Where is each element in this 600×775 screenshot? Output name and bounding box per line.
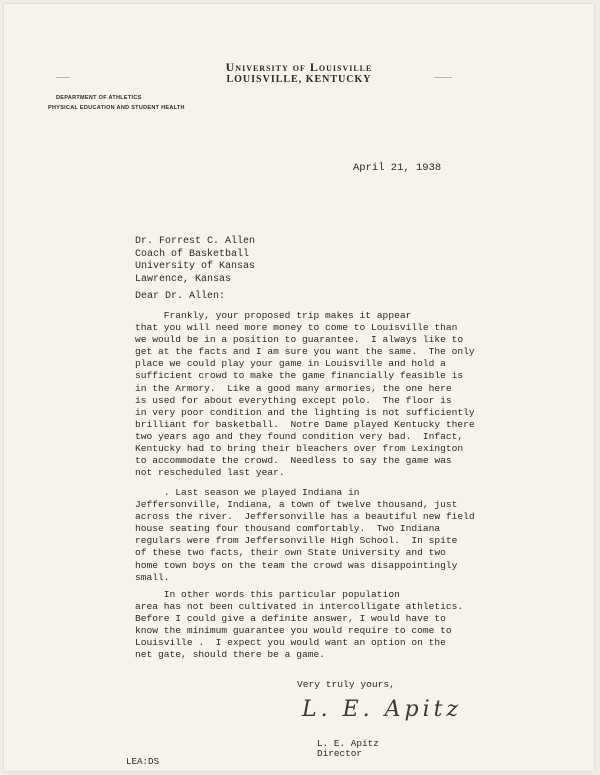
body-line: sufficient crowd to make the game financially feasible is	[135, 370, 464, 382]
body-line: brilliant for basketball. Notre Dame played Kentucky there	[135, 418, 475, 430]
body-line: not rescheduled last year.	[135, 467, 285, 479]
recipient-line: University of Kansas	[135, 261, 256, 272]
body-line: . Last season we played Indiana in	[135, 487, 360, 498]
body-line: area has not been cultivated in intercolligate athletics.	[135, 601, 464, 613]
salutation: Dear Dr. Allen:	[135, 291, 226, 302]
body-line: Jeffersonville, Indiana, a town of twelve thousand, just	[135, 499, 458, 511]
body-line: know the minimum guarantee you would require to come to	[135, 625, 452, 637]
body-line: place we could play your game in Louisville and hold a	[135, 358, 446, 370]
recipient-line: Dr. Forrest C. Allen	[135, 236, 256, 247]
letter-date: April 21, 1938	[353, 162, 442, 174]
body-line: Louisville . I expect you would want an option on the	[135, 637, 446, 649]
letterhead-city: LOUISVILLE, KENTUCKY	[226, 74, 372, 85]
recipient-line: Coach of Basketball	[135, 248, 250, 260]
body-line: In other words this particular population	[135, 589, 400, 600]
body-line: Kentucky had to bring their bleachers over from Lexington	[135, 443, 464, 455]
signer-title: Director	[317, 748, 363, 759]
handwritten-signature: L. E. Apitz	[302, 697, 463, 722]
department-line-1: DEPARTMENT OF ATHLETICS	[56, 95, 142, 101]
paper-mark	[56, 77, 70, 78]
signer-name: L. E. Apitz	[317, 738, 379, 749]
body-line: small.	[135, 571, 170, 583]
closing: Very truly yours,	[297, 679, 395, 690]
recipient-address	[135, 236, 255, 286]
reference-initials: LEA:DS	[126, 756, 160, 767]
department-line-2: PHYSICAL EDUCATION AND STUDENT HEALTH	[48, 105, 185, 111]
body-line: in very poor condition and the lighting is not sufficiently	[135, 406, 475, 418]
paper-mark	[434, 77, 452, 78]
body-line: net gate, should there be a game.	[135, 649, 325, 661]
recipient-line: Lawrence, Kansas	[135, 273, 232, 285]
body-line: across the river. Jeffersonville has a beautiful new field	[135, 511, 475, 523]
body-line: home town boys on the team the crowd was disappointingly	[135, 559, 458, 571]
body-line: two years ago and they found condition very bad. Infact,	[135, 430, 464, 442]
body-line: get at the facts and I am sure you want the same. The only	[135, 346, 475, 358]
body-line: of these two facts, their own State University and two	[135, 547, 446, 559]
body-line: in the Armory. Like a good many armories, the one here	[135, 382, 452, 394]
letter-page	[4, 4, 594, 771]
body-line: Frankly, your proposed trip makes it appear	[135, 310, 412, 321]
paragraph-1	[135, 310, 475, 479]
body-line: that you will need more money to come to Louisville than	[135, 322, 458, 334]
paragraph-3	[135, 589, 463, 662]
body-line: we would be in a position to guarantee. I always like to	[135, 334, 464, 346]
body-line: Before I could give a definite answer, I would have to	[135, 613, 446, 625]
paragraph-2	[135, 487, 475, 584]
body-line: to accommodate the crowd. Needless to say the game was	[135, 455, 452, 467]
body-line: is used for about everything except polo. The floor is	[135, 394, 452, 406]
letterhead-university: University of Louisville	[225, 60, 373, 74]
body-line: house seating four thousand comfortably. Two Indiana	[135, 523, 441, 535]
body-line: regulars were from Jeffersonville High School. In spite	[135, 535, 458, 547]
